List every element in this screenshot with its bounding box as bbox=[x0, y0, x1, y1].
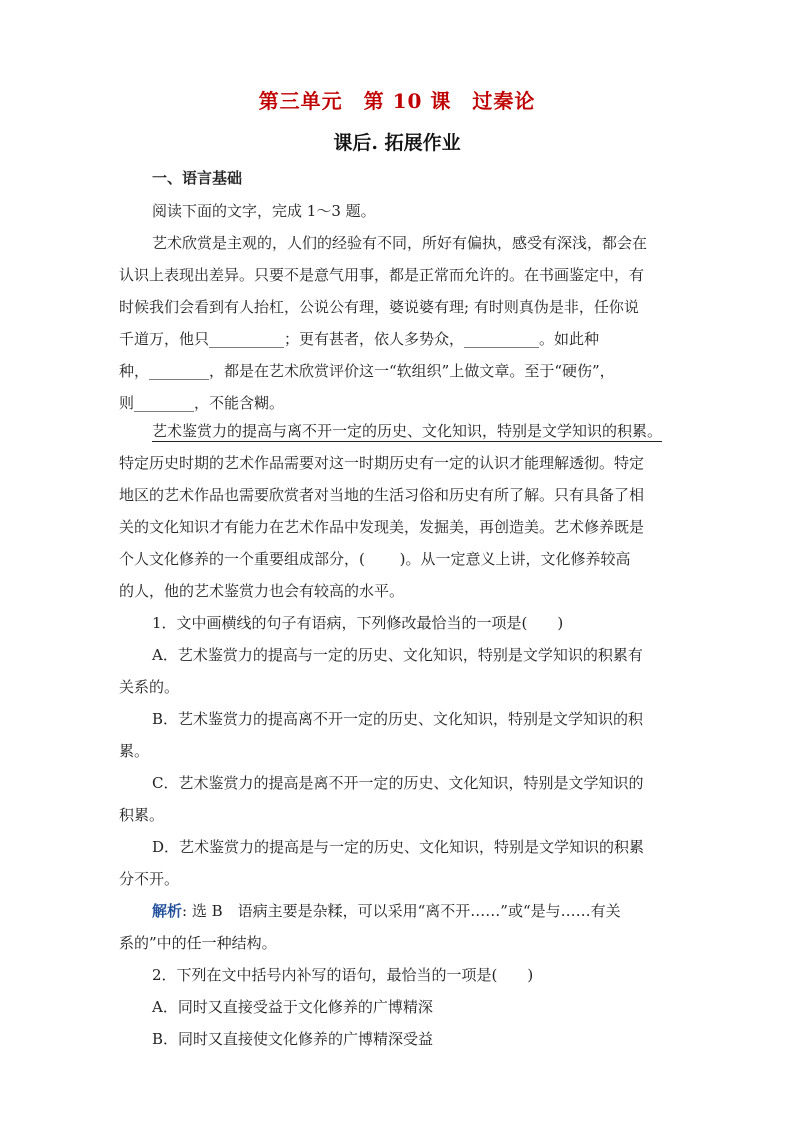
underlined-text: 艺术鉴赏力的提高与离不开一定的历史、文化知识，特别是文学知识的积累。 bbox=[152, 422, 663, 440]
passage-line: 个人文化修养的一个重要组成部分，( )。从一定意义上讲，文化修养较高 bbox=[119, 550, 631, 568]
question-stem: 2．下列在文中括号内补写的语句，最恰当的一项是( ) bbox=[152, 966, 534, 984]
instruction-text: 阅读下面的文字，完成 1～3 题。 bbox=[152, 202, 376, 220]
passage-line: 艺术欣赏是主观的，人们的经验有不同，所好有偏执，感受有深浅，都会在 bbox=[152, 234, 648, 252]
passage-line: 认识上表现出差异。只要不是意气用事，都是正常而允许的。在书画鉴定中，有 bbox=[119, 266, 645, 284]
section-heading: 一、语言基础 bbox=[152, 169, 243, 187]
passage-line: 特定历史时期的艺术作品需要对这一时期历史有一定的认识才能理解透彻。特定 bbox=[119, 454, 645, 472]
question-stem: 1．文中画横线的句子有语病，下列修改最恰当的一项是( ) bbox=[152, 614, 564, 632]
option-a: A．同时又直接受益于文化修养的广博精深 bbox=[152, 998, 433, 1016]
analysis-text: : 选 B 语病主要是杂糅，可以采用“离不开……”或“是与……有关 bbox=[182, 902, 621, 920]
analysis-label: 解析 bbox=[152, 902, 183, 920]
passage-line: 时候我们会看到有人抬杠，公说公有理，婆说婆有理; 有时则真伪是非，任你说 bbox=[119, 298, 639, 316]
analysis bbox=[152, 901, 712, 921]
page-title: 第三单元 第 10 课 过秦论 bbox=[258, 89, 536, 113]
page-subtitle: 课后. 拓展作业 bbox=[333, 132, 461, 154]
option-d: D．艺术鉴赏力的提高是与一定的历史、文化知识，特别是文学知识的积累 bbox=[152, 838, 645, 856]
option-c-cont: 积累。 bbox=[119, 806, 165, 824]
option-a: A．艺术鉴赏力的提高与一定的历史、文化知识，特别是文学知识的积累有 bbox=[152, 646, 643, 664]
passage-line: 则________，不能含糊。 bbox=[119, 394, 285, 412]
option-d-cont: 分不开。 bbox=[119, 870, 180, 888]
passage-line: 关的文化知识才有能力在艺术作品中发现美，发掘美，再创造美。艺术修养既是 bbox=[119, 518, 645, 536]
passage-line: 种，________，都是在艺术欣赏评价这一“软组织”上做文章。至于“硬伤”， bbox=[119, 362, 615, 380]
underlined-sentence bbox=[152, 421, 712, 441]
option-b-cont: 累。 bbox=[119, 742, 150, 760]
option-a-cont: 关系的。 bbox=[119, 678, 180, 696]
option-b: B．同时又直接使文化修养的广博精深受益 bbox=[152, 1030, 434, 1048]
analysis-cont: 系的”中的任一种结构。 bbox=[119, 934, 277, 952]
option-c: C．艺术鉴赏力的提高是离不开一定的历史、文化知识，特别是文学知识的 bbox=[152, 774, 644, 792]
passage-line: 千道万，他只__________；更有甚者，依人多势众，__________。如此种 bbox=[119, 330, 600, 348]
passage-line: 的人，他的艺术鉴赏力也会有较高的水平。 bbox=[119, 582, 405, 600]
passage-line: 地区的艺术作品也需要欣赏者对当地的生活习俗和历史有所了解。只有具备了相 bbox=[119, 486, 645, 504]
option-b: B．艺术鉴赏力的提高离不开一定的历史、文化知识，特别是文学知识的积 bbox=[152, 710, 644, 728]
